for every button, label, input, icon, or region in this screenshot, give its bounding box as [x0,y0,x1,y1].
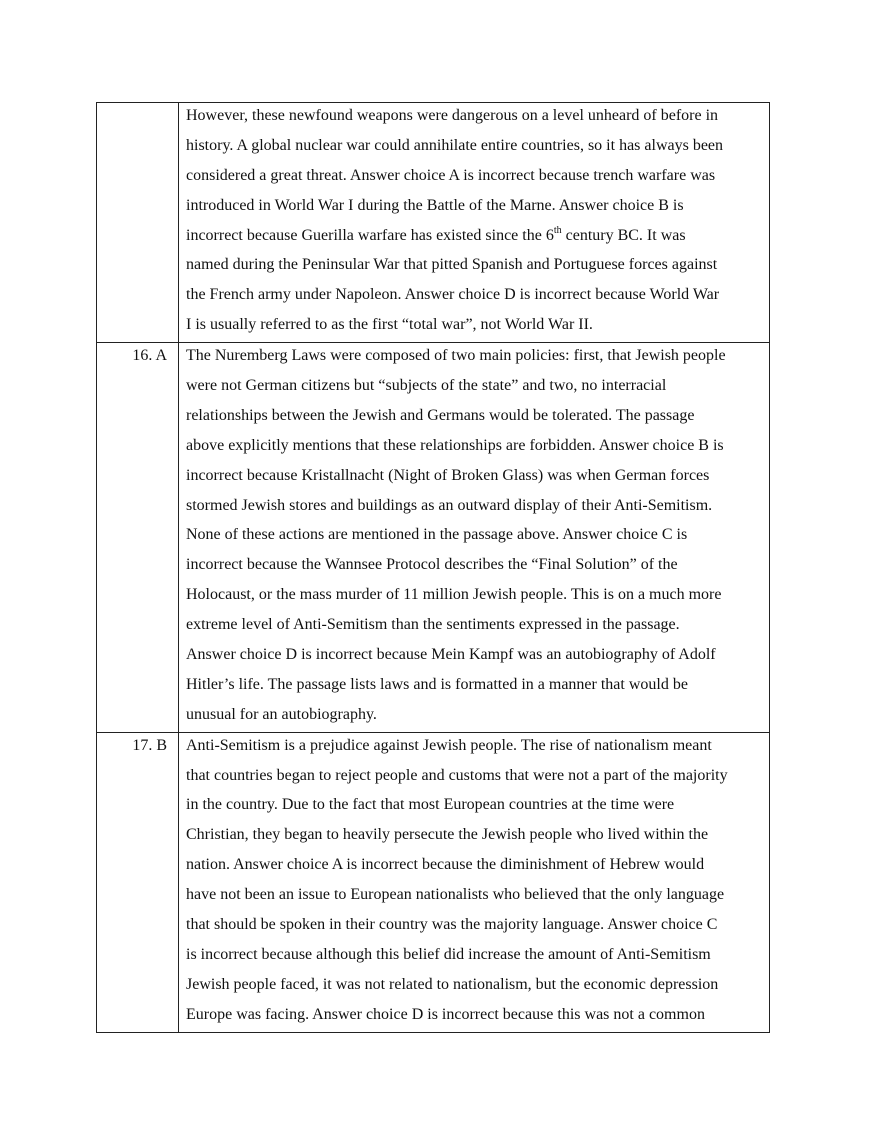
superscript: th [553,224,562,236]
explanation-line: Holocaust, or the mass murder of 11 million Jewish people. This is on a much more [186,586,722,604]
explanation-line: Christian, they began to heavily persecute the Jewish people who lived within the [186,826,709,844]
explanation-line: is incorrect because although this belief did increase the amount of Anti-Semitism [186,945,711,963]
table-row [97,343,770,733]
explanation-line: that should be spoken in their country was the majority language. Answer choice C [186,916,718,934]
explanation-line: Answer choice D is incorrect because Mein Kampf was an autobiography of Adolf [186,646,716,664]
explanation-line: Europe was facing. Answer choice D is incorrect because this was not a common [186,1005,705,1023]
explanation-line: Anti-Semitism is a prejudice against Jewish people. The rise of nationalism meant [186,736,712,754]
answer-label: 17. B [132,736,167,754]
answer-label: 16. A [132,347,167,365]
explanation-line: None of these actions are mentioned in the passage above. Answer choice C is [186,526,688,544]
explanation-line: relationships between the Jewish and Germans would be tolerated. The passage [186,406,695,424]
table-row [97,732,770,1032]
explanation-cell [179,103,770,343]
explanation-line: the French army under Napoleon. Answer choice D is incorrect because World War [186,286,720,304]
answer-label-cell [97,343,179,733]
answer-explanations-table [96,102,770,1033]
explanation-line [186,221,763,251]
explanation-line: extreme level of Anti-Semitism than the sentiments expressed in the passage. [186,616,680,634]
explanation-line: have not been an issue to European nationalists who believed that the only language [186,886,725,904]
explanation-line: history. A global nuclear war could annihilate entire countries, so it has always been [186,136,724,154]
explanation-line: incorrect because Kristallnacht (Night of Broken Glass) was when German forces [186,466,710,484]
explanation-line: Jewish people faced, it was not related to nationalism, but the economic depression [186,975,719,993]
explanation-line: named during the Peninsular War that pitted Spanish and Portuguese forces against [186,256,718,274]
text-span: incorrect because Guerilla warfare has existed since the 6 [186,226,554,244]
explanation-line: considered a great threat. Answer choice A is incorrect because trench warfare was [186,166,716,184]
explanation-line: I is usually referred to as the first “total war”, not World War II. [186,316,593,334]
explanation-line: that countries began to reject people and customs that were not a part of the majority [186,766,728,784]
text-span: century BC. It was [561,226,686,244]
table-body [97,103,770,1033]
answer-label-cell [97,732,179,1032]
explanation-line: However, these newfound weapons were dangerous on a level unheard of before in [186,107,719,124]
explanation-line: unusual for an autobiography. [186,705,377,723]
explanation-line: stormed Jewish stores and buildings as an outward display of their Anti-Semitism. [186,496,713,514]
explanation-line: incorrect because the Wannsee Protocol describes the “Final Solution” of the [186,556,678,574]
table-row [97,103,770,343]
explanation-line: in the country. Due to the fact that most European countries at the time were [186,796,675,814]
answer-label [97,101,167,131]
explanation-cell [179,732,770,1032]
explanation-line: were not German citizens but “subjects of the state” and two, no interracial [186,377,667,395]
explanation-line: Hitler’s life. The passage lists laws and is formatted in a manner that would be [186,675,688,693]
explanation-line: The Nuremberg Laws were composed of two main policies: first, that Jewish people [186,347,726,365]
explanation-line: introduced in World War I during the Battle of the Marne. Answer choice B is [186,196,684,214]
answer-label-cell [97,103,179,343]
explanation-line: above explicitly mentions that these relationships are forbidden. Answer choice B is [186,436,724,454]
explanation-cell [179,343,770,733]
explanation-line: nation. Answer choice A is incorrect because the diminishment of Hebrew would [186,856,705,874]
